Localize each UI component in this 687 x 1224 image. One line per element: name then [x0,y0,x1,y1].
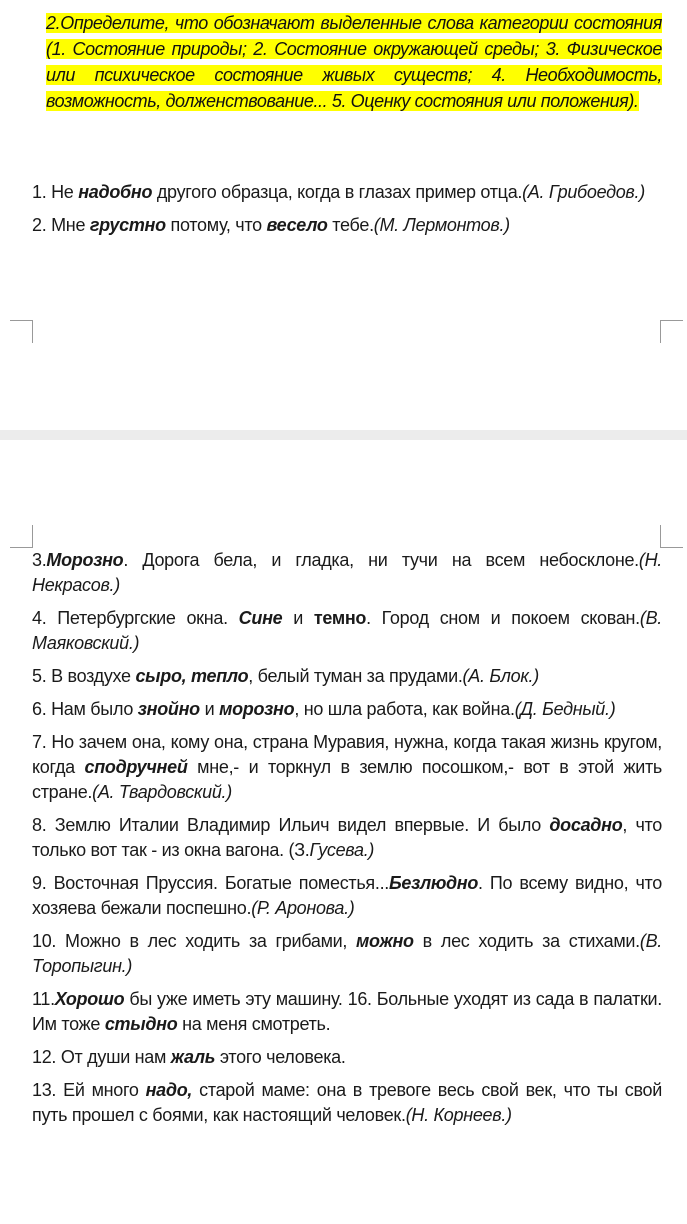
page-1-sentences [32,180,662,246]
highlighted-word: грустно [89,215,166,235]
highlighted-word: надобно [78,182,153,202]
highlighted-word: стыдно [104,1014,178,1034]
sentence-text: . Город сном и покоем скован. [366,608,640,628]
sentence-text: 10. Можно в лес ходить за грибами, [32,931,357,951]
author-citation: (В. Торопыгин.) [32,931,662,976]
sentence-text: другого образца, когда в глазах пример отца. [152,182,523,202]
sentence-item [32,697,662,722]
highlighted-word: Морозно [46,550,124,570]
highlighted-word: весело [266,215,328,235]
author-citation: (Н. Некрасов.) [32,550,662,595]
author-citation: (Н. Корнеев.) [405,1105,512,1125]
sentence-text: этого человека. [215,1047,346,1067]
sentence-item [32,730,662,805]
author-citation: (Р. Аронова.) [251,898,355,918]
highlighted-word: темно [313,608,367,628]
sentence-text: 1. Не [32,182,79,202]
sentence-item [32,213,662,238]
sentence-text: 8. Землю Италии Владимир Ильич видел впервые. И было [32,815,550,835]
sentence-item [32,871,662,921]
sentence-text: , белый туман за прудами. [248,666,463,686]
author-citation: (Д. Бедный.) [514,699,616,719]
sentence-item [32,987,662,1037]
sentence-text: , но шла работа, как война. [294,699,515,719]
highlighted-word: Сине [238,608,283,628]
sentence-text: мне,- и торкнул в землю посошком,- вот в этой жить стране. [32,757,663,802]
sentence-text: 6. Нам было [32,699,138,719]
sentence-text: , что только вот так - из окна вагона. (З. [32,815,662,860]
highlighted-word: сыро, тепло [135,666,249,686]
author-citation: (А. Блок.) [462,666,539,686]
sentence-text: бы уже иметь эту машину. 16. Больные уходят из сада в палатки. Им тоже [32,989,662,1034]
page-corner-mark [10,525,33,548]
sentence-text: 2. Мне [32,215,90,235]
highlighted-word: досадно [549,815,623,835]
sentence-text: на меня смотреть. [177,1014,331,1034]
sentence-item [32,1045,662,1070]
sentence-text: 12. От души нам [32,1047,171,1067]
page-break [0,430,687,440]
page-corner-mark [660,525,683,548]
author-citation: (М. Лермонтов.) [373,215,510,235]
task-heading [46,10,662,114]
sentence-text: . По всему видно, что хозяева бежали поспешно. [32,873,662,918]
highlighted-word: сподручней [84,757,188,777]
sentence-item [32,548,662,598]
sentence-item [32,664,662,689]
highlighted-word: жаль [170,1047,216,1067]
sentence-text: 7. Но зачем она, кому она, страна Муравия, нужна, когда такая жизнь кругом, когда [32,732,662,777]
sentence-text: потому, что [165,215,267,235]
sentence-item [32,180,662,205]
sentence-text: 13. Ей много [32,1080,146,1100]
sentence-item [32,929,662,979]
sentence-item [32,1078,662,1128]
sentence-item [32,813,662,863]
author-citation: (В. Маяковский.) [32,608,662,653]
highlighted-word: надо, [145,1080,193,1100]
highlighted-word: знойно [137,699,200,719]
page-corner-mark [10,320,33,343]
sentence-text: 9. Восточная Пруссия. Богатые поместья... [32,873,389,893]
sentence-text: 5. В воздухе [32,666,136,686]
highlighted-word: можно [356,931,414,951]
sentence-text: . Дорога бела, и гладка, ни тучи на всем небосклоне. [123,550,639,570]
sentence-text: 3. [32,550,47,570]
author-citation: (А. Твардовский.) [92,782,232,802]
sentence-text: и [199,699,220,719]
author-citation: (А. Грибоедов.) [522,182,645,202]
sentence-item [32,606,662,656]
highlighted-word: морозно [219,699,295,719]
task-text: 2.Определите, что обозначают выделенные слова категории состояния (1. Состояние природы; 2. Состояние окружающей среды; 3. Физическое или психическое состояние живых существ; 4. Необходимость, возможность, долженствование... 5. Оценку состояния или положения). [46,13,662,111]
sentence-text: в лес ходить за стихами. [413,931,640,951]
highlighted-word: Безлюдно [388,873,479,893]
sentence-text: 11. [32,989,55,1009]
sentence-text: 4. Петербургские окна. [32,608,239,628]
page-corner-mark [660,320,683,343]
page-2-sentences [32,548,662,1136]
sentence-text: старой маме: она в тревоге весь свой век, что ты свой путь прошел с боями, как настоящий человек. [32,1080,662,1125]
author-citation: Гусева.) [309,840,375,860]
sentence-text: тебе. [327,215,374,235]
sentence-text: и [282,608,314,628]
highlighted-word: Хорошо [54,989,125,1009]
